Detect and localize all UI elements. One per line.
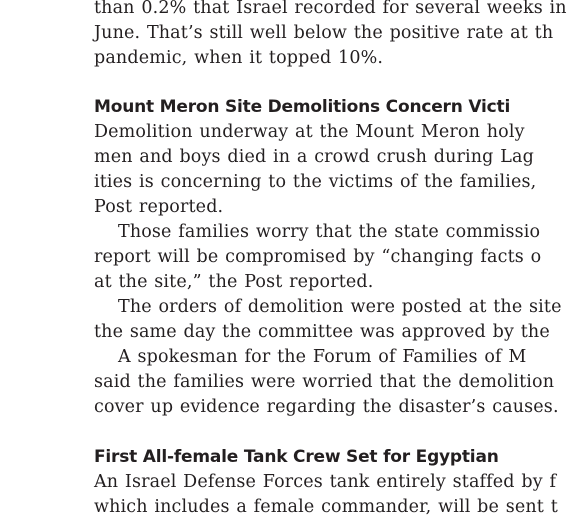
body-line: said the families were worried that the demolition: [94, 372, 555, 392]
body-line: The orders of demolition were posted at the site: [118, 297, 562, 317]
body-line: at the site,” the Post reported.: [94, 272, 374, 292]
body-line: cover up evidence regarding the disaster’s causes.: [94, 397, 559, 417]
body-line: An Israel Defense Forces tank entirely staffed by f: [94, 472, 557, 492]
body-line: June. That’s still well below the positive rate at th: [94, 23, 554, 43]
body-line: pandemic, when it topped 10%.: [94, 48, 384, 68]
body-line: ities is concerning to the victims of the families,: [94, 172, 537, 192]
body-line: report will be compromised by “changing facts o: [94, 247, 542, 267]
body-line: Post reported.: [94, 197, 224, 217]
body-line: than 0.2% that Israel recorded for several weeks in: [94, 0, 567, 18]
body-line: A spokesman for the Forum of Families of M: [118, 347, 527, 367]
article-heading: Mount Meron Site Demolitions Concern Victi: [94, 97, 511, 117]
body-line: which includes a female commander, will be sent t: [94, 497, 558, 517]
body-line: Those families worry that the state commissio: [118, 222, 541, 242]
body-line: the same day the committee was approved by the: [94, 322, 550, 342]
article-heading: First All-female Tank Crew Set for Egyptian: [94, 447, 499, 467]
body-line: Demolition underway at the Mount Meron holy: [94, 122, 525, 142]
body-line: men and boys died in a crowd crush during Lag: [94, 147, 534, 167]
